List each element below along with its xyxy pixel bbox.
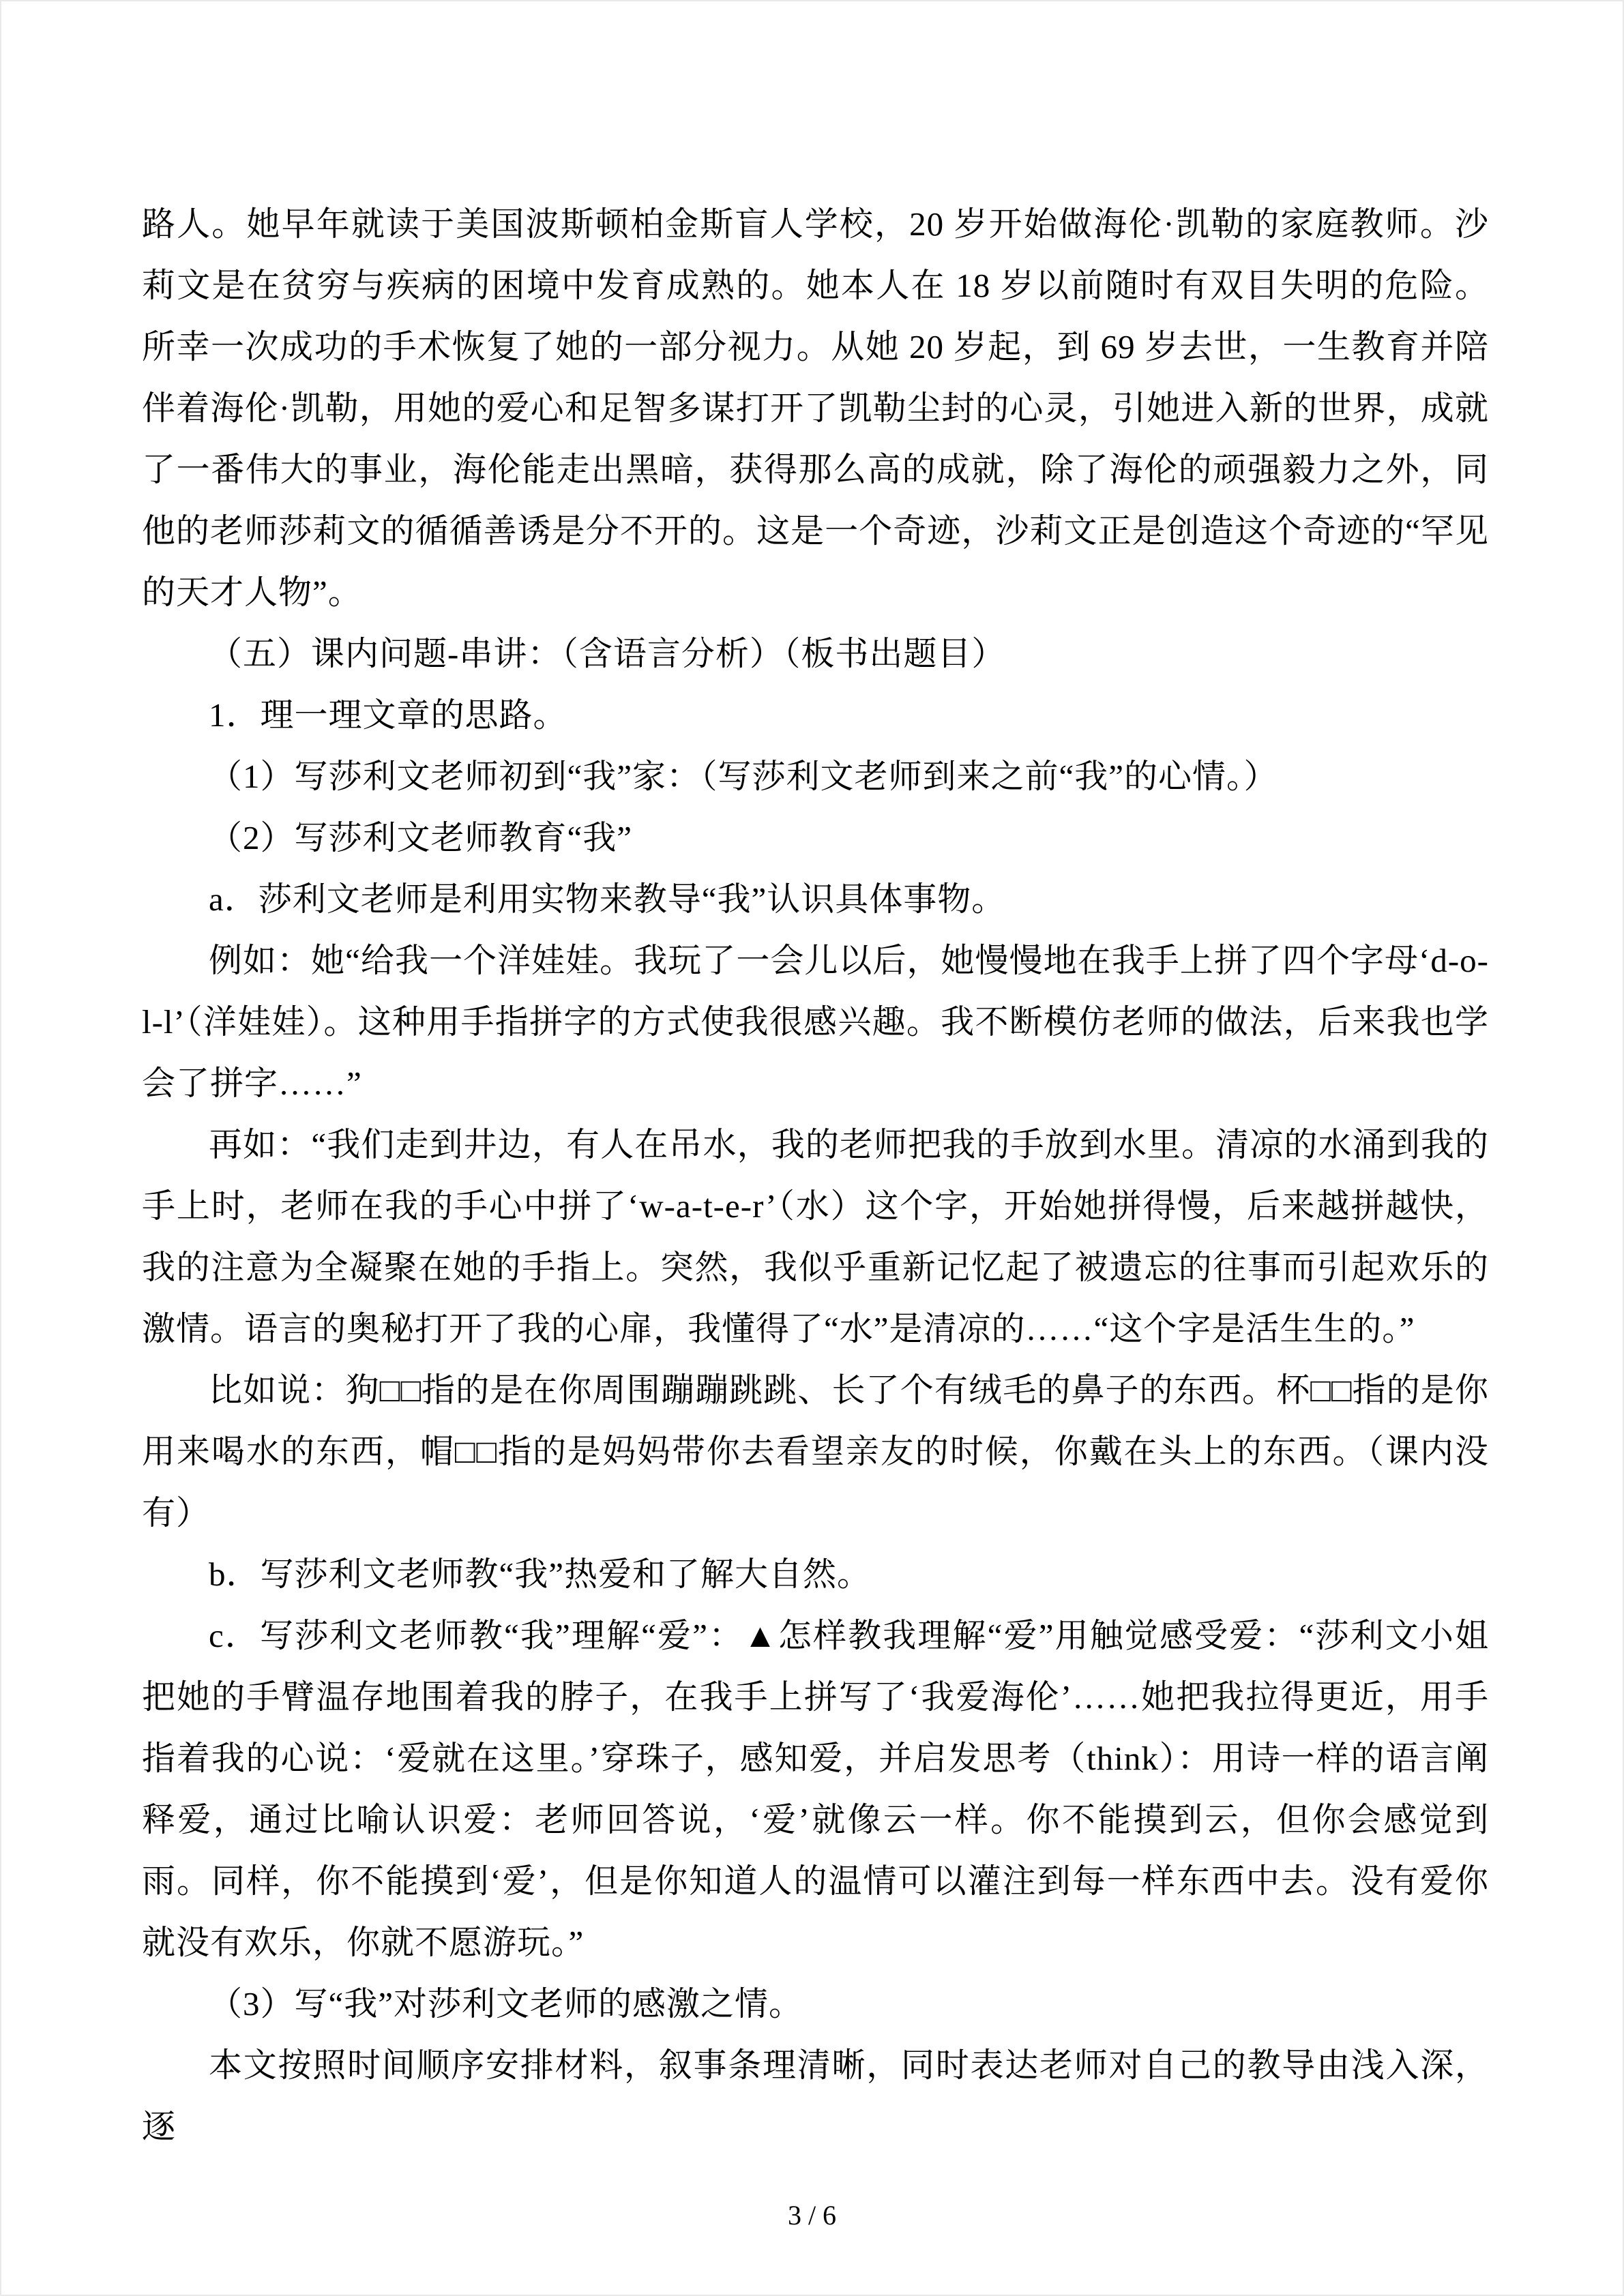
page-number: 3 / 6 bbox=[787, 2200, 837, 2231]
body-paragraph: 比如说：狗□□指的是在你周围蹦蹦跳跳、长了个有绒毛的鼻子的东西。杯□□指的是你用来喝水的东西，帽□□指的是妈妈带你去看望亲友的时候，你戴在头上的东西。（课内没有） bbox=[142, 1371, 1489, 1532]
numbered-item: 1．理一理文章的思路。 bbox=[209, 696, 567, 734]
list-item: （1）写莎利文老师初到“我”家：（写莎利文老师到来之前“我”的心情。） bbox=[209, 758, 1278, 795]
body-paragraph: 路人。她早年就读于美国波斯顿柏金斯盲人学校，20 岁开始做海伦·凯勒的家庭教师。沙莉文是在贫穷与疾病的困境中发育成熟的。她本人在 18 岁以前随时有双目失明的危险。所幸一次成功的手术恢复了她的一部分视力。从她 20 岁起，到 69 岁去世，一生教育并陪伴着海伦·凯勒，用她的爱心和足智多谋打开了凯勒尘封的心灵，引她进入新的世界，成就了一番伟大的事业，海伦能走出黑暗，获得那么高的成就，除了海伦的顽强毅力之外，同他的老师莎莉文的循循善诱是分不开的。这是一个奇迹，沙莉文正是创造这个奇迹的“罕见的天才人物”。 bbox=[142, 205, 1489, 611]
page-footer bbox=[1, 2199, 1623, 2232]
body-paragraph: 例如：她“给我一个洋娃娃。我玩了一会儿以后，她慢慢地在我手上拼了四个字母‘d-o-l-l’（洋娃娃）。这种用手指拼字的方式使我很感兴趣。我不断模仿老师的做法，后来我也学会了拼字……” bbox=[142, 942, 1489, 1102]
list-item: （2）写莎利文老师教育“我” bbox=[209, 819, 632, 856]
list-item: （3）写“我”对莎利文老师的感激之情。 bbox=[209, 1985, 803, 2023]
body-paragraph: 本文按照时间顺序安排材料，叙事条理清晰，同时表达老师对自己的教导由浅入深，逐 bbox=[142, 2046, 1489, 2145]
list-item: b．写莎利文老师教“我”热爱和了解大自然。 bbox=[209, 1555, 871, 1593]
body-paragraph: 再如：“我们走到井边，有人在吊水，我的老师把我的手放到水里。清凉的水涌到我的手上时，老师在我的手心中拼了‘w-a-t-e-r’（水）这个字，开始她拼得慢，后来越拼越快，我的注意为全凝聚在她的手指上。突然，我似乎重新记忆起了被遗忘的往事而引起欢乐的激情。语言的奥秘打开了我的心扉，我懂得了“水”是清凉的……“这个字是活生生的。” bbox=[142, 1126, 1489, 1347]
list-item: a．莎利文老师是利用实物来教导“我”认识具体事物。 bbox=[209, 880, 1006, 918]
document-body bbox=[142, 194, 1489, 2158]
section-heading: （五）课内问题-串讲：（含语言分析）（板书出题目） bbox=[209, 635, 1006, 672]
body-paragraph: c．写莎利文老师教“我”理解“爱”：▲怎样教我理解“爱”用触觉感受爱：“莎利文小姐把她的手臂温存地围着我的脖子，在我手上拼写了‘我爱海伦’……她把我拉得更近，用手指着我的心说：‘爱就在这里。’穿珠子，感知爱，并启发思考（think）：用诗一样的语言阐释爱，通过比喻认识爱：老师回答说，‘爱’就像云一样。你不能摸到云，但你会感觉到雨。同样，你不能摸到‘爱’，但是你知道人的温情可以灌注到每一样东西中去。没有爱你就没有欢乐，你就不愿游玩。” bbox=[142, 1617, 1489, 1961]
